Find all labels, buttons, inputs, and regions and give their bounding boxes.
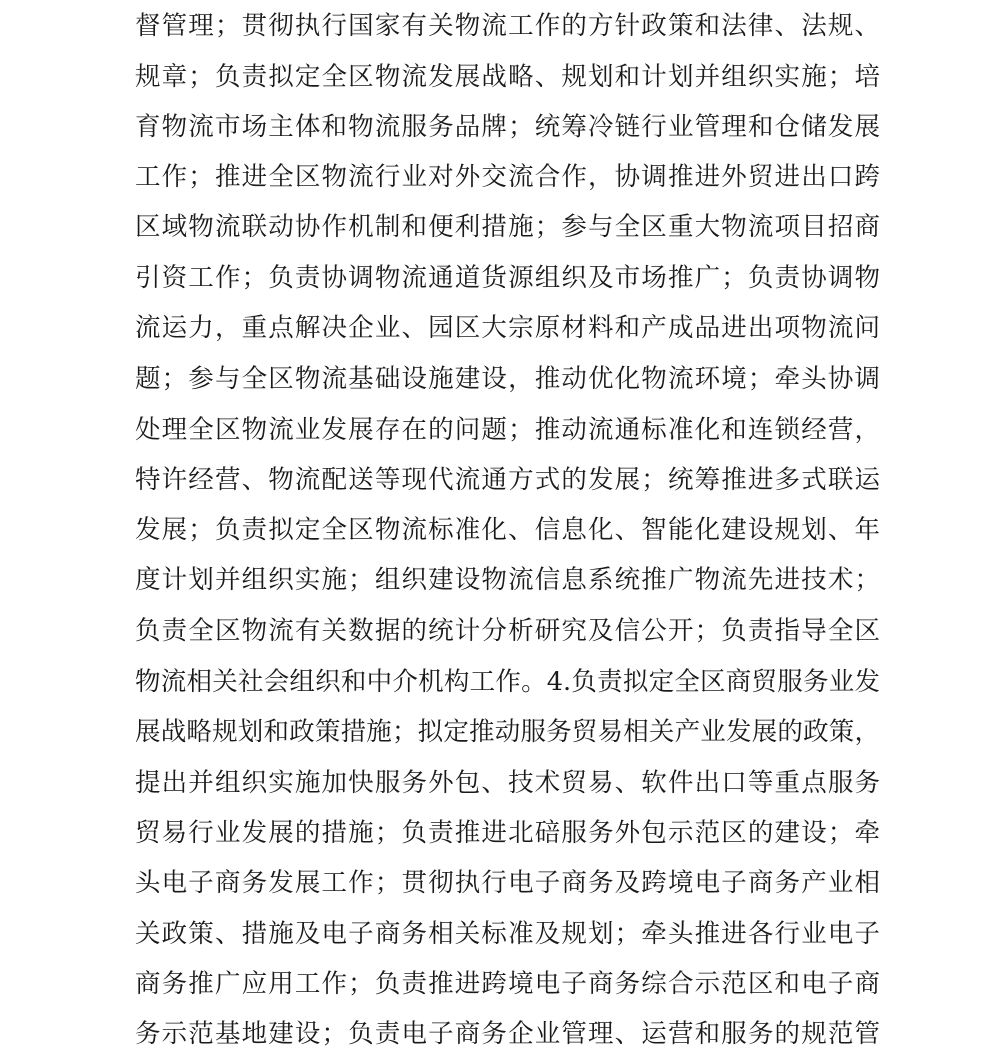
text-line: 头电子商务发展工作；贯彻执行电子商务及跨境电子商务产业相: [135, 868, 880, 898]
text-line: 物流相关社会组织和中介机构工作。4.负责拟定全区商贸服务业发: [135, 667, 880, 697]
text-line: 题；参与全区物流基础设施建设，推动优化物流环境；牵头协调: [135, 364, 880, 394]
text-line: 引资工作；负责协调物流通道货源组织及市场推广；负责协调物: [135, 263, 880, 293]
text-line: 工作；推进全区物流行业对外交流合作，协调推进外贸进出口跨: [135, 162, 880, 192]
text-line: 发展；负责拟定全区物流标准化、信息化、智能化建设规划、年: [135, 515, 880, 545]
text-line: 区域物流联动协作机制和便利措施；参与全区重大物流项目招商: [135, 212, 880, 242]
text-line: 度计划并组织实施；组织建设物流信息系统推广物流先进技术；: [135, 565, 880, 595]
text-line: 务示范基地建设；负责电子商务企业管理、运营和服务的规范管: [135, 1019, 880, 1049]
text-line: 特许经营、物流配送等现代流通方式的发展；统筹推进多式联运: [135, 465, 880, 495]
text-line: 贸易行业发展的措施；负责推进北碚服务外包示范区的建设；牵: [135, 818, 880, 848]
text-line: 流运力，重点解决企业、园区大宗原材料和产成品进出项物流问: [135, 313, 880, 343]
text-line: 展战略规划和政策措施；拟定推动服务贸易相关产业发展的政策，: [135, 717, 880, 747]
text-line: 育物流市场主体和物流服务品牌；统筹冷链行业管理和仓储发展: [135, 112, 880, 142]
text-line: 负责全区物流有关数据的统计分析研究及信公开；负责指导全区: [135, 616, 880, 646]
text-line: 规章；负责拟定全区物流发展战略、规划和计划并组织实施；培: [135, 62, 880, 92]
text-line: 督管理；贯彻执行国家有关物流工作的方针政策和法律、法规、: [135, 11, 880, 41]
text-line: 处理全区物流业发展存在的问题；推动流通标准化和连锁经营，: [135, 415, 880, 445]
text-line: 商务推广应用工作；负责推进跨境电子商务综合示范区和电子商: [135, 969, 880, 999]
text-line: 关政策、措施及电子商务相关标准及规划；牵头推进各行业电子: [135, 919, 880, 949]
text-line: 提出并组织实施加快服务外包、技术贸易、软件出口等重点服务: [135, 768, 880, 798]
